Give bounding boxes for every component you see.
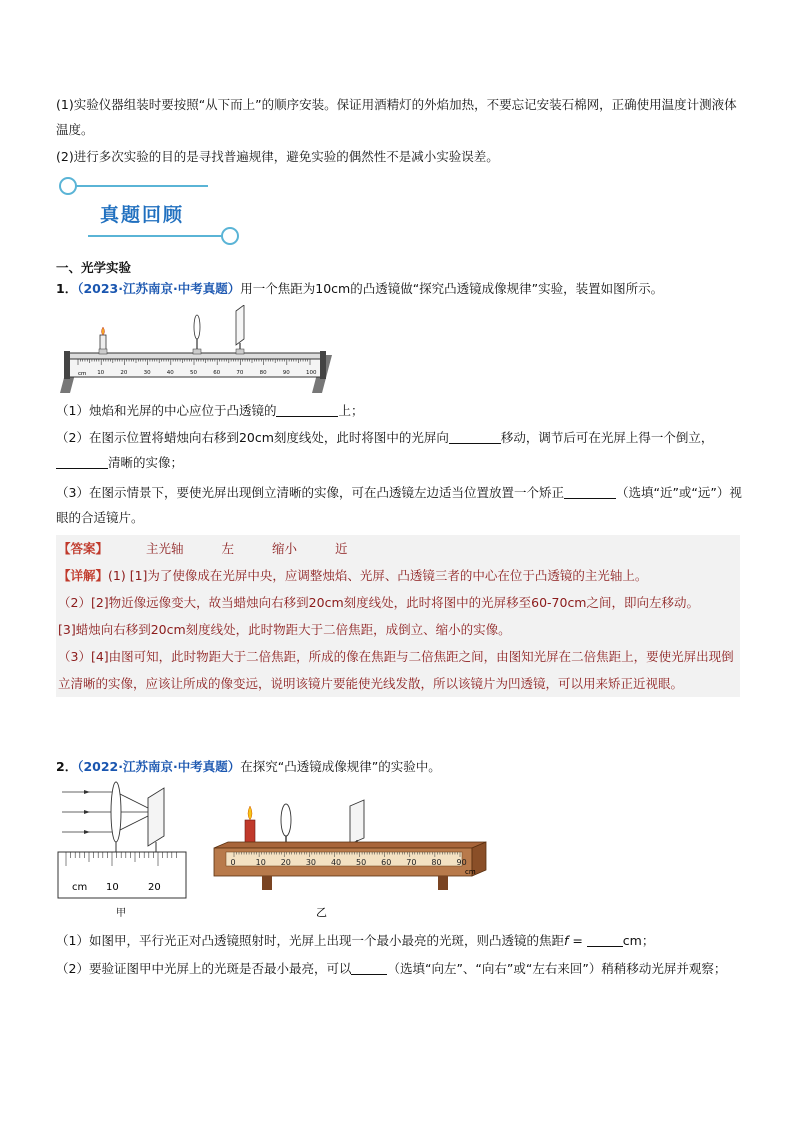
q1-sub-2-text: （2）在图示位置将蜡烛向右移到20cm刻度线处，此时将图中的光屏向 [56,430,449,445]
intro-paragraph-2: (2)进行多次实验的目的是寻找普遍规律，避免实验的偶然性不是减小实验误差。 [56,149,499,164]
q1-ruler-label: 50 [190,370,197,376]
intro-paragraph-1: (1)实验仪器组装时要按照“从下而上”的顺序安装。保证用酒精灯的外焰加热，不要忘记安装石棉网，正确使用温度计测液体温度。 [56,97,737,137]
q1-sub-2-mid: 移动，调节后可在光屏上得一个倒立， [500,430,714,445]
q2-stem-text: 在探究“凸透镜成像规律”的实验中。 [240,759,441,774]
q1-answer-line [56,535,740,562]
q1-ruler-label: 40 [166,370,174,376]
q1-ruler-label: 60 [213,370,221,376]
q1-sub-3-tail: （选填“近”或“远”）视眼的合适镜片。 [56,485,742,525]
answer-tag: 【答案】 [58,541,109,556]
q1-optical-bench-figure [56,305,336,395]
q1-stem-text: 用一个焦距为10cm的凸透镜做“探究凸透镜成像规律”实验，装置如图所示。 [240,281,664,296]
q2-sub-1-text: （1）如图甲，平行光正对凸透镜照射时，光屏上出现一个最小最亮的光斑，则凸透镜的焦距 [56,933,564,948]
detail-1-text: (1) [1]为了使像成在光屏中央，应调整烛焰、光屏、凸透镜三者的中心在位于凸透镜的主光轴上。 [108,568,648,583]
q2-sub-1 [56,928,746,953]
q1-ruler-label: 80 [259,370,267,376]
q1-sub-1-text: （1）烛焰和光屏的中心应位于凸透镜的 [56,403,277,418]
q1-ruler-label: 70 [236,370,244,376]
q2a-tick-10: 10 [106,882,119,893]
q1-sub-1 [56,398,746,423]
q1-stem [56,276,746,301]
q2-number: 2． [56,759,78,774]
q2b-caption: 乙 [316,906,327,919]
q1-sub-3-text: （3）在图示情景下，要使光屏出现倒立清晰的实像，可在凸透镜左边适当位置放置一个矫正 [56,485,564,500]
q1-number: 1． [56,281,78,296]
q2-sub-2-text: （2）要验证图甲中光屏上的光斑是否最小最亮，可以 [56,961,352,976]
q1-sub-2-tail: 清晰的实像； [108,455,184,470]
q2b-unit: cm [465,868,476,876]
q1-sub-3 [56,480,746,530]
q2b-ruler-label: 30 [305,858,317,867]
q2-source: （2022·江苏南京·中考真题） [77,759,241,774]
q2-figure-a [56,780,192,920]
answer-1: 主光轴 [146,541,184,556]
q1-source: （2023·江苏南京·中考真题） [77,281,241,296]
answer-2: 左 [221,541,235,556]
q2-blank-2[interactable] [351,961,387,975]
focal-symbol: f [563,933,569,948]
q2b-ruler-label: 20 [280,858,291,867]
answer-4: 近 [335,541,348,556]
q1-ruler-label: 90 [282,370,290,376]
q2a-tick-20: 20 [148,882,161,893]
q2b-ruler-label: 90 [456,858,467,867]
q2-equals: = [568,933,587,948]
q2-sub-1-tail: cm； [622,933,655,948]
q1-blank-1[interactable] [276,403,338,417]
q2-blank-1[interactable] [587,933,623,947]
q2b-ruler-label: 70 [406,858,417,867]
q1-detail-3: [3]蜡烛向右移到20cm刻度线处，此时物距大于二倍焦距，成倒立、缩小的实像。 [58,622,511,637]
q2b-ruler-label: 50 [356,858,367,867]
q2-sub-2 [56,956,746,981]
q2b-ruler-label: 10 [255,858,266,867]
q1-ruler-label: 100 [306,370,317,376]
banner-title: 真题回顾 [100,204,185,226]
q1-ruler-unit: cm [78,371,87,377]
q1-ruler-label: 10 [97,370,105,376]
section-title: 一、光学实验 [56,260,132,275]
q1-detail-1 [56,562,740,589]
q2a-unit: cm [72,882,88,893]
q2-sub-2-tail: （选填“向左”、“向右”或“左右来回”）稍稍移动光屏并观察； [387,961,727,976]
answer-3: 缩小 [272,541,298,556]
q1-blank-4[interactable] [564,485,616,499]
detail-tag: 【详解】 [58,568,109,583]
q1-ruler-label: 30 [143,370,151,376]
q1-detail-4: （3）[4]由图可知，此时物距大于二倍焦距，所成的像在焦距与二倍焦距之间，由图知光屏在二倍焦距上，要使光屏出现倒立清晰的实像，应该让所成的像变远，说明该镜片要能使光线发散，所以该镜片为凹透镜，可以用来矫正近视眼。 [58,649,734,691]
q2b-ruler-label: 60 [381,858,392,867]
q1-ruler-label: 20 [120,370,128,376]
q2b-ruler-label: 40 [330,858,342,867]
q1-sub-2 [56,425,746,475]
q2-stem [56,754,746,779]
q2b-ruler-label: 0 [230,858,236,867]
q2b-ruler-label: 80 [431,858,442,867]
q2a-caption: 甲 [116,908,126,919]
q1-sub-1-tail: 上； [338,403,364,418]
q1-answer-box [56,535,740,697]
q1-blank-3[interactable] [56,455,108,469]
q1-detail-2: （2）[2]物近像远像变大，故当蜡烛向右移到20cm刻度线处，此时将图中的光屏移至60-70cm之间，即向左移动。 [58,595,699,610]
q1-blank-2[interactable] [449,430,501,444]
q2-figure-b [212,796,488,922]
